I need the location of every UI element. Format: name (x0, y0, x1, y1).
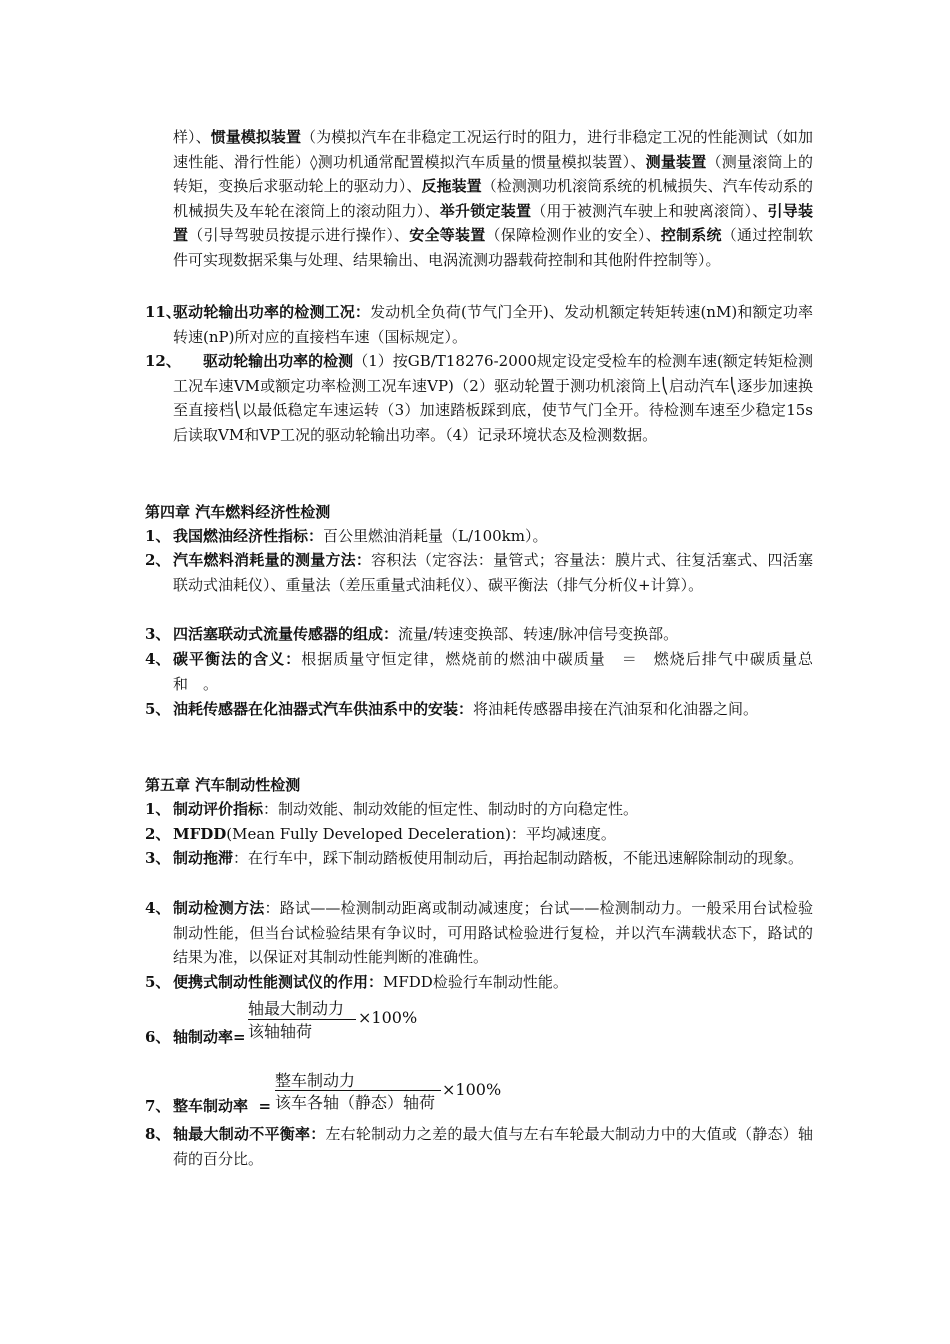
list-item (145, 697, 813, 722)
text-run: (Mean Fully Developed Deceleration)：平均减速度。 (226, 825, 616, 843)
item-text (145, 822, 813, 847)
text-run: （为模拟汽车在非稳定工况运行时的阻力，进行非稳定工况的性能测试（如加速性能、滑行性能）◊测功机通常配置模拟汽车质量的惯量模拟装置）、 (173, 128, 813, 171)
text-run: 发动机全负荷(节气门全开)、发动机额定转矩转速(nM)和额定功率转速(nP)所对应的直接档车速（国标规定）。 (173, 303, 813, 346)
text-run: ：路试——检测制动距离或制动减速度；台试——检测制动力。一般采用台试检验制动性能，但当台试检验结果有争议时，可用路试检验进行复检，并以汽车满载状态下，路试的结果为准，以保证对其制动性能判断的准确性。 (173, 899, 813, 966)
text-run: 左右轮制动力之差的最大值与左右车轮最大制动力中的大值或（静态）轴荷的百分比。 (173, 1125, 813, 1168)
multiplier: ×100% (442, 1080, 502, 1099)
item-text (145, 622, 813, 647)
item-number: 5、 (145, 973, 171, 991)
item-number: 12、 (145, 352, 181, 370)
formula-label: 整车制动率 = (173, 1097, 272, 1115)
bold-term: 驱动轮输出功率的检测 (173, 352, 354, 370)
item-number: 7、 (145, 1097, 171, 1115)
item-number: 8、 (145, 1125, 171, 1143)
bold-term: 轴最大制动不平衡率： (173, 1125, 326, 1143)
item-number: 11、 (145, 303, 181, 321)
item-text (145, 548, 813, 597)
multiplier: ×100% (358, 1008, 418, 1027)
text-run: ：在行车中，踩下制动踏板使用制动后，再抬起制动踏板，不能迅速解除制动的现象。 (233, 849, 804, 867)
item-number: 3、 (145, 625, 171, 643)
bold-term: 便携式制动性能测试仪的作用： (173, 973, 384, 991)
bold-term: 汽车燃料消耗量的测量方法： (173, 551, 372, 569)
bold-term: 四活塞联动式流量传感器的组成： (173, 625, 399, 643)
item-text (145, 524, 813, 549)
formula-item (145, 1025, 813, 1050)
text-run: （1）按GB/T18276-2000规定设定受检车的检测车速(额定转矩检测工况车速VM或额定功率检测工况车速VP)（2）驱动轮置于测功机滚筒上⎝启动汽车⎝逐步加速换至直接档⎝以最低稳定车速运转（3）加速踏板踩到底，使节气门全开。待检测车速至少稳定15s后读取VM和VP工况的驱动轮输出功率。（4）记录环境状态及检测数据。 (173, 352, 813, 444)
list-item (145, 647, 813, 696)
bold-term: 制动评价指标 (173, 800, 264, 818)
text-run: （检测测功机滚筒系统的机械损失、汽车传动系的机械损失及车轮在滚筒上的滚动阻力）、 (173, 177, 813, 220)
item-number: 2、 (145, 825, 171, 843)
item-text (145, 1122, 813, 1171)
item-number: 4、 (145, 650, 171, 668)
chapter-heading: 第四章 汽车燃料经济性检测 (145, 503, 331, 521)
list-item (145, 896, 813, 970)
text-run: MFDD检验行车制动性能。 (383, 973, 568, 991)
item-number: 1、 (145, 527, 171, 545)
bold-term: 制动拖滞 (173, 849, 234, 867)
bold-term: 测量装置 (645, 152, 707, 171)
text-run: （引导驾驶员按提示进行操作）、 (188, 226, 410, 244)
formula-label: 轴制动率= (173, 1028, 246, 1046)
item-text (145, 797, 813, 822)
text-run: （保障检测作业的安全）、 (485, 226, 661, 244)
item-number: 1、 (145, 800, 171, 818)
fraction-formula (275, 1068, 515, 1118)
item-number: 5、 (145, 700, 171, 718)
fraction-denominator: 该轴轴荷 (248, 1022, 313, 1041)
list-item (145, 822, 813, 847)
text-run: 将油耗传感器串接在汽油泵和化油器之间。 (473, 700, 759, 718)
text-run: 流量/转速变换部、转速/脉冲信号变换部。 (398, 625, 679, 643)
list-item (145, 548, 813, 597)
item-text (145, 697, 813, 722)
list-item (145, 1122, 813, 1171)
fraction-numerator: 整车制动力 (275, 1071, 356, 1090)
item-number: 6、 (145, 1028, 171, 1046)
item-text (145, 970, 813, 995)
text-run: （测量滚筒上的转矩，变换后求驱动轮上的驱动力）、 (173, 152, 813, 195)
bold-term: 安全等装置 (409, 226, 486, 244)
list-item (145, 622, 813, 647)
list-item (145, 970, 813, 995)
list-item (145, 349, 813, 447)
bold-term: 油耗传感器在化油器式汽车供油系中的安装： (173, 700, 474, 718)
item-number: 4、 (145, 899, 171, 917)
bold-term: 控制系统 (660, 226, 722, 244)
list-item (145, 797, 813, 822)
text-run: ：制动效能、制动效能的恒定性、制动时的方向稳定性。 (263, 800, 639, 818)
bold-term: 制动检测方法 (173, 899, 265, 917)
text-run: 根据质量守恒定律，燃烧前的燃油中碳质量 ＝ 燃烧后排气中碳质量总和 。 (173, 650, 813, 693)
text-run: 百公里燃油消耗量（L/100km）。 (323, 527, 548, 545)
fraction-denominator: 该车各轴（静态）轴荷 (275, 1093, 436, 1112)
fraction-numerator: 轴最大制动力 (248, 999, 345, 1018)
text-run: （通过控制软件可实现数据采集与处理、结果输出、电涡流测功器载荷控制和其他附件控制等）。 (173, 226, 813, 269)
item-text (145, 300, 813, 349)
continued-paragraph (173, 125, 813, 272)
list-item (145, 846, 813, 871)
text-run: （用于被测汽车驶上和驶离滚筒）、 (531, 201, 768, 220)
fraction-formula (248, 996, 428, 1046)
bold-term: 引导装置 (173, 201, 813, 244)
item-number: 3、 (145, 849, 171, 867)
text-run: 容积法（定容法：量管式；容量法：膜片式、往复活塞式、四活塞联动式油耗仪）、重量法（差压重量式油耗仪）、碳平衡法（排气分析仪+计算）。 (173, 551, 813, 594)
bold-term: 驱动轮输出功率的检测工况： (173, 303, 371, 321)
text-run: 样）、 (173, 128, 211, 146)
bold-term: 反拖装置 (421, 177, 482, 195)
item-text (145, 647, 813, 696)
bold-term: 我国燃油经济性指标： (173, 527, 324, 545)
item-text (145, 896, 813, 970)
item-number: 2、 (145, 551, 171, 569)
bold-term: 碳平衡法的含义： (173, 650, 302, 668)
bold-term: MFDD (173, 825, 227, 843)
item-text (145, 846, 813, 871)
chapter-heading: 第五章 汽车制动性检测 (145, 776, 301, 794)
bold-term: 举升锁定装置 (439, 201, 532, 220)
list-item (145, 524, 813, 549)
list-item (145, 300, 813, 349)
item-text (145, 349, 813, 447)
bold-term: 惯量模拟装置 (210, 128, 302, 146)
